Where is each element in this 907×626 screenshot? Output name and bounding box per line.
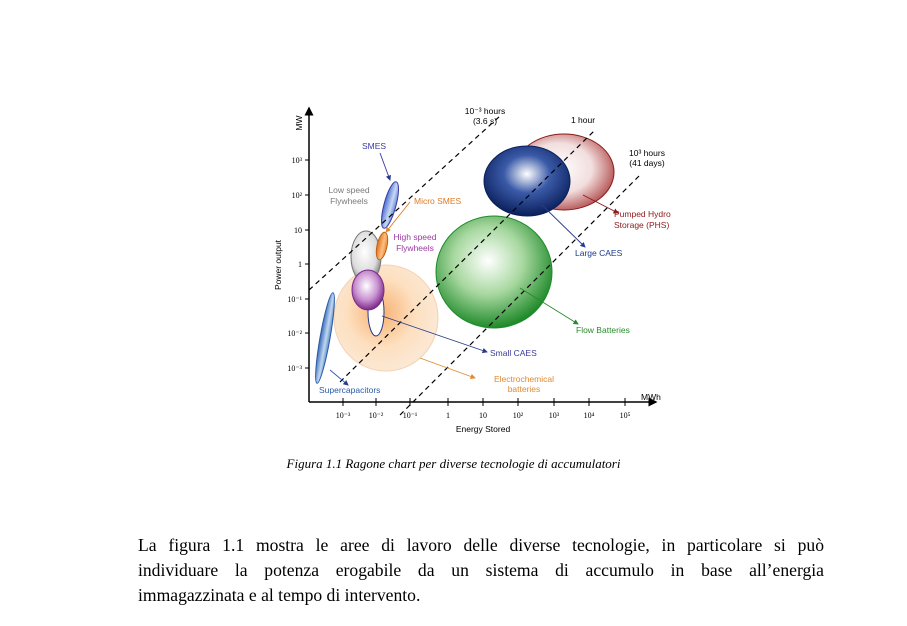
- paragraph-line: La figura 1.1 mostra le aree di lavoro delle diverse tecnologie, in particolare si può: [138, 535, 824, 555]
- region-label-flow-batteries: Flow Batteries: [576, 325, 630, 335]
- region-label-smes: SMES: [361, 141, 387, 151]
- paragraph-line: immagazzinata e al tempo di intervento.: [138, 585, 421, 605]
- region-label-phs: Storage (PHS): [614, 220, 670, 230]
- leader-smes: [380, 153, 390, 180]
- discharge-label: (3.6 s): [472, 116, 498, 126]
- region-high-speed-flywheels: [352, 270, 384, 310]
- leader-large-caes: [542, 205, 585, 247]
- y-axis-title: Power output: [273, 239, 283, 291]
- region-flow-batteries: [436, 216, 552, 328]
- leader-electrochemical: [420, 358, 475, 378]
- x-tick-label: 1: [446, 411, 450, 420]
- x-axis-title: Energy Stored: [455, 424, 511, 434]
- region-smes: [378, 180, 402, 229]
- y-tick-label: 10⁻³: [287, 364, 302, 373]
- discharge-label: (41 days): [629, 158, 665, 168]
- x-tick-label: 10²: [512, 411, 524, 420]
- y-tick-label: 1: [298, 260, 302, 269]
- region-label-electrochemical: Electrochemical: [494, 374, 554, 384]
- figure-caption: Figura 1.1 Ragone chart per diverse tecnologie di accumulatori: [286, 456, 621, 471]
- y-ticks: [287, 156, 309, 373]
- y-tick-label: 10⁻¹: [287, 295, 302, 304]
- region-label-supercapacitors: Supercapacitors: [319, 385, 381, 395]
- discharge-label: 10⁻³ hours: [464, 106, 506, 116]
- region-label-high-speed: Flywheels: [396, 243, 434, 253]
- region-large-caes: [484, 146, 570, 216]
- x-tick-label: 10: [479, 411, 487, 420]
- x-axis-unit: MWh: [641, 392, 661, 402]
- regions: [312, 134, 614, 384]
- y-tick-label: 10⁻²: [287, 329, 302, 338]
- region-label-micro-smes: Micro SMES: [414, 196, 462, 206]
- region-label-high-speed: High speed: [393, 232, 437, 242]
- discharge-label: 1 hour: [570, 115, 596, 125]
- region-label-large-caes: Large CAES: [575, 248, 623, 258]
- body-paragraph: [138, 533, 824, 608]
- x-tick-label: 10³: [548, 411, 560, 420]
- leader-supercapacitors: [330, 370, 348, 385]
- discharge-label: 10³ hours: [629, 148, 665, 158]
- x-tick-label: 10⁻²: [368, 411, 384, 420]
- x-tick-label: 10⁻¹: [402, 411, 418, 420]
- y-tick-label: 10²: [291, 191, 302, 200]
- region-micro-smes: [374, 231, 390, 260]
- y-tick-label: 10: [294, 226, 302, 235]
- region-electrochemical-batteries: [334, 265, 438, 371]
- x-tick-label: 10⁴: [583, 411, 595, 420]
- region-label-low-speed: Low speed: [328, 185, 370, 195]
- x-tick-label: 10⁵: [619, 411, 631, 420]
- x-tick-label: 10⁻³: [335, 411, 351, 420]
- region-label-electrochemical: batteries: [507, 384, 541, 394]
- region-label-phs: Pumped Hydro: [614, 209, 671, 219]
- paragraph-line: individuare la potenza erogabile da un sistema di accumulo in base all’energia: [138, 560, 824, 580]
- region-label-small-caes: Small CAES: [490, 348, 537, 358]
- y-tick-label: 10³: [291, 156, 302, 165]
- region-label-low-speed: Flywheels: [330, 196, 368, 206]
- region-supercapacitors: [312, 292, 338, 384]
- y-axis-unit: MW: [294, 115, 304, 131]
